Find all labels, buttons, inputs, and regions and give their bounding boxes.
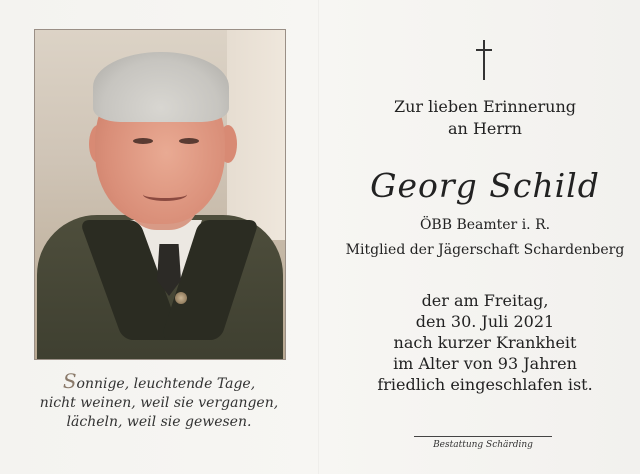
deceased-name: Georg Schild	[370, 166, 600, 205]
remembrance-line-2: an Herrn	[448, 119, 522, 138]
card-fold	[318, 0, 319, 474]
poem	[34, 369, 284, 432]
poem-line-1-text: onnige, leuchtende Tage,	[76, 376, 256, 392]
poem-initial: S	[62, 369, 77, 393]
death-notice-line: friedlich eingeschlafen ist.	[377, 375, 593, 394]
poem-line-3: lächeln, weil sie gewesen.	[66, 414, 252, 430]
death-notice	[330, 290, 640, 395]
death-notice-line: nach kurzer Krankheit	[393, 333, 577, 352]
death-notice-line: im Alter von 93 Jahren	[393, 354, 577, 373]
death-notice-line: den 30. Juli 2021	[415, 312, 555, 331]
portrait-photo	[34, 29, 286, 360]
cross-icon	[474, 40, 494, 80]
signature-rule	[414, 436, 552, 437]
undertaker-name: Bestattung Schärding	[433, 440, 533, 450]
deceased-title: ÖBB Beamter i. R.	[419, 217, 551, 233]
poem-line-2: nicht weinen, weil sie vergangen,	[39, 395, 279, 411]
death-notice-line: der am Freitag,	[421, 291, 549, 310]
poem-line-1	[34, 369, 284, 394]
deceased-membership: Mitglied der Jägerschaft Schardenberg	[345, 242, 625, 258]
remembrance-heading	[330, 96, 640, 140]
remembrance-line-1: Zur lieben Erinnerung	[394, 97, 576, 116]
